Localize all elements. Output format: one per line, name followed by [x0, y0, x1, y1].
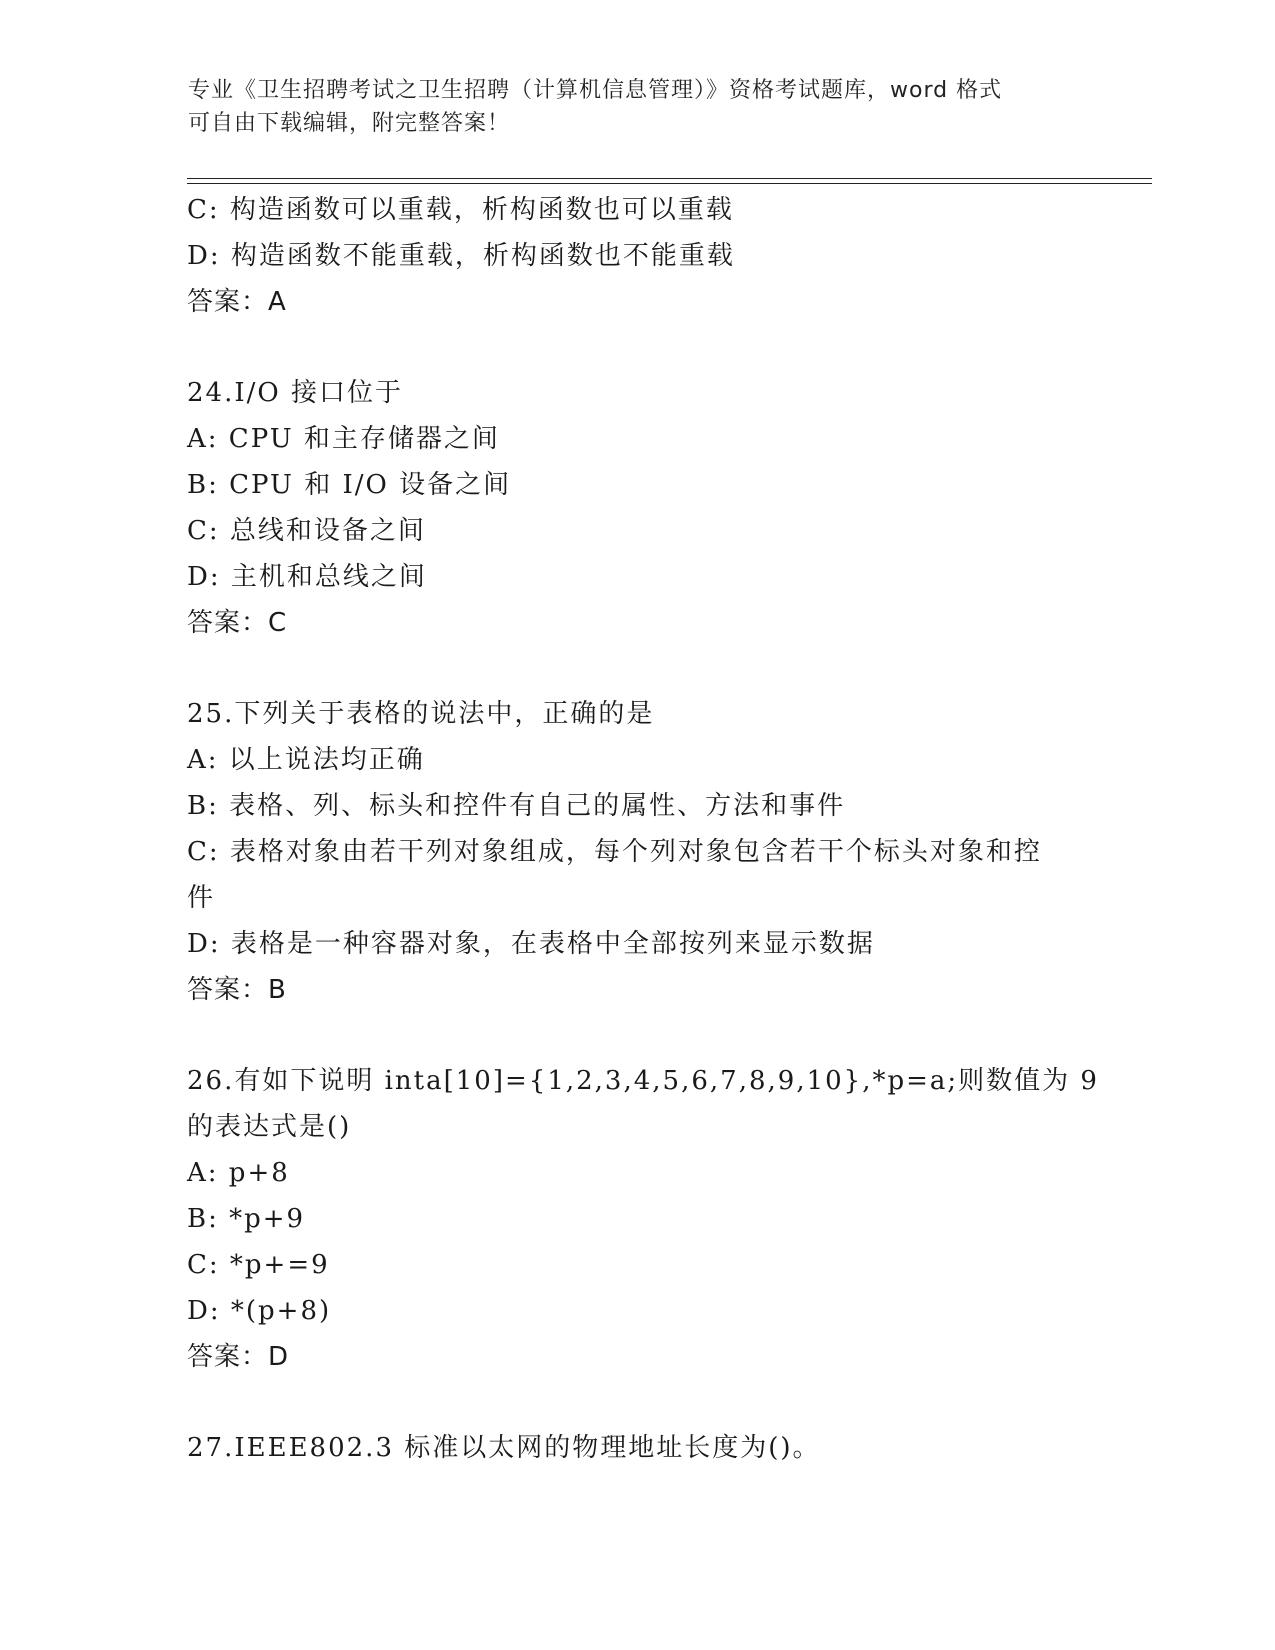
option-c-line-1: C: 表格对象由若干列对象组成，每个列对象包含若干个标头对象和控: [187, 837, 1042, 867]
question-text: 24.I/O 接口位于: [187, 378, 403, 408]
option-d: D: 主机和总线之间: [187, 562, 427, 592]
question-text: 25.下列关于表格的说法中，正确的是: [187, 699, 655, 729]
option-d: D: 构造函数不能重载，析构函数也不能重载: [187, 241, 735, 271]
option-b: B: *p+9: [187, 1204, 306, 1234]
header-divider-bottom: [187, 183, 1152, 184]
question-spacer: [187, 325, 1087, 370]
question-23: [187, 187, 1087, 325]
question-spacer: [187, 1013, 1087, 1058]
option-a: A: CPU 和主存储器之间: [187, 424, 500, 454]
answer-text: 答案：C: [187, 608, 288, 638]
question-text-line-1: 26.有如下说明 inta[10]={1,2,3,4,5,6,7,8,9,10},*p=a;则数值为 9: [187, 1066, 1099, 1096]
option-a: A: 以上说法均正确: [187, 745, 425, 775]
question-24: [187, 370, 1087, 646]
option-c-line-2: 件: [187, 883, 216, 913]
question-spacer: [187, 646, 1087, 691]
option-b: B: 表格、列、标头和控件有自己的属性、方法和事件: [187, 791, 846, 821]
option-a: A: p+8: [187, 1158, 290, 1188]
document-header: [188, 74, 1068, 140]
option-c: C: 总线和设备之间: [187, 516, 426, 546]
option-b: B: CPU 和 I/O 设备之间: [187, 470, 512, 500]
question-text-line-2: 的表达式是(): [187, 1112, 352, 1142]
question-26: [187, 1058, 1099, 1380]
question-spacer: [187, 1380, 1087, 1425]
header-line-1: 专业《卫生招聘考试之卫生招聘（计算机信息管理）》资格考试题库，word 格式: [188, 78, 1003, 103]
option-c: C: 构造函数可以重载，析构函数也可以重载: [187, 195, 734, 225]
question-27: [187, 1425, 1087, 1471]
answer-text: 答案：B: [187, 975, 287, 1005]
header-line-2: 可自由下载编辑，附完整答案！: [188, 111, 511, 136]
option-c: C: *p+=9: [187, 1250, 330, 1280]
option-d: D: 表格是一种容器对象，在表格中全部按列来显示数据: [187, 929, 875, 959]
question-25: [187, 691, 1087, 1013]
question-text: 27.IEEE802.3 标准以太网的物理地址长度为()。: [187, 1433, 821, 1463]
header-divider-top: [187, 178, 1152, 179]
answer-text: 答案：A: [187, 287, 287, 317]
answer-text: 答案：D: [187, 1342, 290, 1372]
option-d: D: *(p+8): [187, 1296, 332, 1326]
question-list: [187, 187, 1099, 1471]
